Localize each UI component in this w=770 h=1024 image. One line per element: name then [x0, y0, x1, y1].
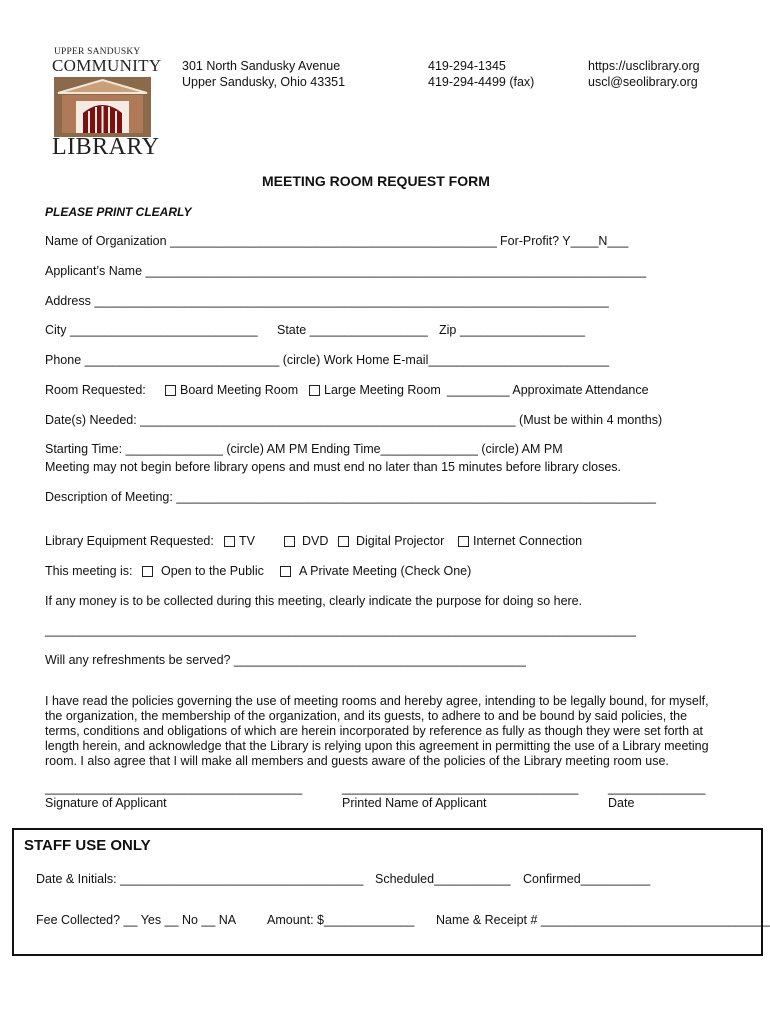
phone-number: 419-294-1345	[428, 59, 506, 73]
date-line[interactable]: ______________	[608, 781, 706, 795]
logo-text-library: LIBRARY	[52, 134, 160, 160]
private-meeting-option[interactable]: A Private Meeting (Check One)	[280, 564, 471, 579]
for-profit-field[interactable]: For-Profit? Y____N___	[500, 234, 629, 248]
times-field[interactable]: Starting Time: ______________ (circle) AM PM Ending Time______________ (circle) AM PM	[45, 442, 563, 456]
form-title: MEETING ROOM REQUEST FORM	[262, 173, 490, 189]
staff-use-title: STAFF USE ONLY	[24, 837, 151, 854]
logo-text-top: UPPER SANDUSKY	[54, 47, 141, 57]
refreshments-field[interactable]: Will any refreshments be served? __________________________________________	[45, 653, 526, 667]
signature-line[interactable]: _____________________________________	[45, 781, 303, 795]
printed-name-line[interactable]: __________________________________	[342, 781, 579, 795]
equipment-label: Library Equipment Requested:	[45, 534, 214, 548]
logo-text-community: COMMUNITY	[52, 56, 162, 75]
equipment-tv-option[interactable]: TV	[224, 534, 255, 549]
receipt-field[interactable]: Name & Receipt # _________________________________	[436, 913, 770, 927]
scheduled-field[interactable]: Scheduled___________	[375, 872, 511, 886]
checkbox[interactable]	[142, 566, 153, 577]
equipment-projector-option[interactable]: Digital Projector	[338, 534, 444, 549]
library-building-icon	[54, 77, 151, 137]
checkbox[interactable]	[165, 385, 176, 396]
large-room-option[interactable]: Large Meeting Room	[309, 383, 441, 398]
address-field[interactable]: Address __________________________________________________________________________	[45, 294, 609, 308]
date-initials-field[interactable]: Date & Initials: ___________________________________	[36, 872, 364, 886]
phone-email-field[interactable]: Phone ____________________________ (circle) Work Home E-mail__________________________	[45, 353, 610, 367]
checkbox[interactable]	[280, 566, 291, 577]
open-public-option[interactable]: Open to the Public	[142, 564, 264, 579]
checkbox[interactable]	[224, 536, 235, 547]
organization-name-field[interactable]: Name of Organization _______________________________________________	[45, 234, 497, 248]
checkbox[interactable]	[338, 536, 349, 547]
amount-field[interactable]: Amount: $_____________	[267, 913, 415, 927]
checkbox[interactable]	[284, 536, 295, 547]
attendance-field[interactable]: _________ Approximate Attendance	[447, 383, 649, 397]
money-purpose-field[interactable]: _____________________________________________________________________________________	[45, 623, 636, 637]
zip-field[interactable]: Zip __________________	[439, 323, 585, 337]
equipment-dvd-option[interactable]: DVD	[284, 534, 328, 549]
state-field[interactable]: State _________________	[277, 323, 428, 337]
fee-collected-field[interactable]: Fee Collected? __ Yes __ No __ NA	[36, 913, 237, 927]
fax-number: 419-294-4499 (fax)	[428, 75, 535, 89]
address-line-1: 301 North Sandusky Avenue	[182, 59, 341, 73]
agreement-paragraph: I have read the policies governing the use of meeting rooms and hereby agree, intending to be legally bound, for myself, the organization, the membership of the organization, and its guests, to adhere to and be bound by said policies, the terms, conditions and obligations of which are herein incorporated by reference as fully as though they were set forth at length herein, and acknowledge that the Library is relying upon this agreement in permitting the use of a Library meeting room. I also agree that I will make all members and guests aware of the policies of the Library meeting room use.	[45, 694, 709, 768]
signature-label: Signature of Applicant	[45, 796, 167, 810]
money-purpose-label: If any money is to be collected during this meeting, clearly indicate the purpose for doing so here.	[45, 594, 583, 608]
checkbox[interactable]	[309, 385, 320, 396]
equipment-internet-option[interactable]: Internet Connection	[458, 534, 582, 549]
date-label: Date	[608, 796, 635, 810]
board-room-option[interactable]: Board Meeting Room	[165, 383, 298, 398]
city-field[interactable]: City ___________________________	[45, 323, 258, 337]
room-requested-label: Room Requested:	[45, 383, 146, 397]
meeting-type-label: This meeting is:	[45, 564, 133, 578]
email-link[interactable]: uscl@seolibrary.org	[588, 75, 698, 89]
dates-needed-field[interactable]: Date(s) Needed: ______________________________________________________ (Must be within 4 months)	[45, 413, 663, 427]
description-field[interactable]: Description of Meeting: _____________________________________________________________________	[45, 490, 656, 504]
applicant-name-field[interactable]: Applicant’s Name ________________________________________________________________________	[45, 264, 647, 278]
printed-name-label: Printed Name of Applicant	[342, 796, 487, 810]
address-line-2: Upper Sandusky, Ohio 43351	[182, 75, 346, 89]
website-link[interactable]: https://usclibrary.org	[588, 59, 700, 73]
print-clearly-note: PLEASE PRINT CLEARLY	[45, 205, 192, 219]
times-note: Meeting may not begin before library opens and must end no later than 15 minutes before library closes.	[45, 460, 622, 474]
confirmed-field[interactable]: Confirmed__________	[523, 872, 651, 886]
checkbox[interactable]	[458, 536, 469, 547]
